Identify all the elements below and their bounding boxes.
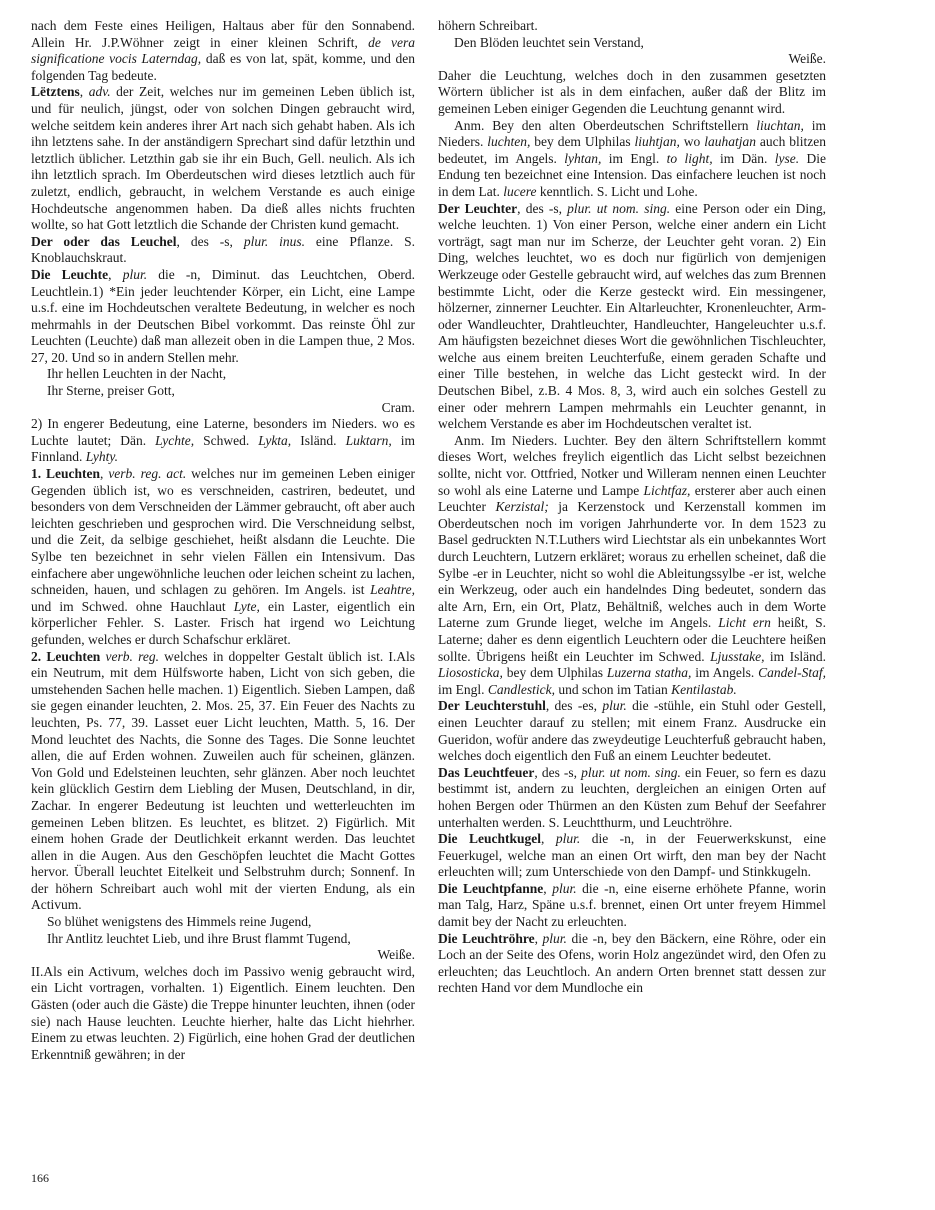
verse-attribution: Cram.	[381, 399, 415, 415]
text-run: , des -es,	[545, 698, 603, 714]
annotation-paragraph	[438, 118, 826, 201]
right-column	[438, 18, 826, 997]
text-run: im Dän.	[712, 150, 775, 166]
text-run: , des -s,	[176, 233, 244, 249]
italic-term: Liososticka,	[438, 665, 503, 681]
text-run: im Engl.	[438, 681, 488, 697]
text-run: eine Pflanze. S. Knoblauchskraut.	[31, 233, 415, 266]
text-run: ,	[108, 266, 123, 282]
headword: 2. Leuchten	[31, 648, 101, 664]
verse-line: Ihr Sterne, preiser Gott,	[47, 383, 175, 399]
italic-term: Lykta,	[258, 432, 292, 448]
entry-paragraph	[31, 234, 415, 267]
headword: Der Leuchterstuhl	[438, 698, 546, 714]
entry-paragraph	[31, 466, 415, 649]
text-run: Anm. Im Nieders. Luchter. Bey den ältern Schriftstellern kommt dieses Wort, welches freylich eigentlich das Licht selbst bezeichnen sollte, nicht vor. Ottfried, Notker und Willeram nennen einen Leuchter so wohl als eine Laterne und Lampe	[438, 432, 826, 498]
italic-term: liuchtan,	[756, 117, 804, 133]
text-run: ein Feuer, so fern es dazu bestimmt ist, andern zu leuchten, dergleichen an einigen Orten auf hohen Bergen oder Thürmen an den Küsten zum Behuf der Seefahrer unterhalten werden. S. Leuchtthurm, und Leuchtröhre.	[438, 764, 827, 830]
text-run: eine Person oder ein Ding, welche leuchten. 1) Von einer Person, welche einer andern ein Licht vorträgt, sagt man nur im Scherze, der Leuchter geht voran. 2) Ein Ding, welches leuchtet, wo es doch nur figürlich von demjenigen Werkzeuge oder Gestelle gebraucht wird, auf welches das zum Brennen bestimmte Licht, oder die Kerze gesteckt wird. Ein messingener, hölzerner, zinnerner Leuchter. Ein Altarleuchter, Kronenleuchter, Arm- oder Wandleuchter, Drahtleuchter, Handleuchter, Hangeleuchter u.s.f. Am häufigsten bezeichnet dieses Wort die gewöhnlichen Tischleuchter, welche aus einem breiten Leuchterfuße, einem geraden Schafte und einer Tille bestehen, in welche das Licht gesteckt wird. In der Deutschen Bibel, z.B. 4 Mos. 8, 3, wird auch ein solches Gestell zu einer oder mehrern Lampen mehrmahls ein Leuchter genannt, in welchem Verstande es aber im Hochdeutschen veraltet ist.	[438, 200, 827, 432]
text-run: auch blitzen bedeutet, im Angels.	[438, 134, 826, 166]
entry-paragraph	[438, 881, 826, 931]
text-run: ,	[100, 466, 109, 482]
italic-term: Ljusstake,	[710, 648, 765, 664]
headword: Die Leuchte	[31, 266, 109, 282]
verse-attribution: Weiße.	[788, 51, 826, 67]
text-run: im Finnland.	[31, 432, 415, 465]
text-run: Isländ.	[291, 432, 346, 448]
headword: 1. Leuchten	[31, 466, 101, 482]
text-run: ,	[543, 880, 553, 896]
text-run: welches nur im gemeinen Leben einiger Gegenden üblich ist, wo es verschneiden, castriren, bedeutet, und besonders von dem Verschneiden der Lämmer gebraucht, oft aber auch leichten geschrieben und gesprochen wird. Die Verschneidung selbst, und die Zeit, da selbige geschiehet, heißt alsdann die Leuchte. Die Sylbe ten bezeichnet in sehr vielen Fällen ein Intensivum. Das einfachere aber ungewöhnliche leuchen oder leichen scheint zu lachen, schneiden, hauen, und schlagen zu gehören. Im Angels. ist	[31, 466, 416, 598]
entry-paragraph	[438, 68, 826, 118]
italic-term: plur.	[552, 880, 577, 896]
text-run: die -stühle, ein Stuhl oder Gestell, einen Leuchter darauf zu stellen; mit einem Franz. Ausdrucke ein Gueridon, wofür andere das zweydeutige Leuchterfuß gebraucht haben, welches doch eigentlich den Fuß an einem Leuchter bedeutet.	[438, 698, 826, 764]
italic-term: luchten,	[487, 134, 531, 150]
entry-paragraph	[438, 765, 826, 831]
italic-term: plur. inus.	[243, 233, 305, 249]
headword: Die Leuchtpfanne	[438, 880, 544, 896]
text-run: Daher die Leuchtung, welches doch in den zusammen gesetzten Wörtern üblicher ist als in dem einfachen, außer daß der Blitz im gemeinen Leben einiger Gegenden die Leuchtung genannt wird.	[438, 67, 826, 116]
text-run: kenntlich. S. Licht und Lohe.	[536, 183, 698, 199]
italic-term: verb. reg.	[105, 648, 159, 664]
italic-term: Candel-Staf,	[758, 665, 826, 681]
text-run: , des -s,	[517, 200, 568, 216]
text-run: im Isländ.	[764, 648, 827, 664]
headword: Die Leuchtröhre	[438, 930, 535, 946]
entry-paragraph	[31, 267, 415, 367]
italic-term: Candlestick,	[487, 681, 555, 697]
italic-term: to light,	[666, 150, 713, 166]
verse-attribution: Weiße.	[377, 947, 415, 963]
italic-term: de vera significatione vocis Laterndag,	[31, 34, 415, 67]
text-run: Anm. Bey den alten Oberdeutschen Schriftstellern	[454, 117, 757, 133]
text-run: 2) In engerer Bedeutung, eine Laterne, besonders im Nieders. wo es Luchte lautet; Dän.	[31, 416, 415, 448]
headword: Der Leuchter	[438, 200, 518, 216]
text-run: die -n, Diminut. das Leuchtchen, Oberd. Leuchtlein.1) *Ein jeder leuchtender Körper, ein Licht, eine Lampe u.s.f. eine im Hochdeutschen veraltete Bedeutung, in welcher es noch mehrmahls in der Deutschen Bibel vorkommt. Das reinste Öhl zur Leuchten (Leuchte) daß man allezeit oben in die Lampen thue, 2 Mos. 27, 20. Und so in andern Stellen mehr.	[31, 266, 416, 365]
left-column	[31, 18, 415, 1063]
italic-term: verb. reg. act.	[108, 466, 187, 482]
entry-paragraph	[31, 416, 415, 466]
text-run: ,	[79, 84, 89, 100]
text-run: und schon im Tatian	[555, 681, 672, 697]
italic-term: lauhatjan	[704, 134, 756, 150]
entry-paragraph	[31, 649, 415, 915]
italic-term: Lychte,	[155, 432, 195, 448]
italic-term: lyhtan,	[564, 150, 602, 166]
italic-term: Kentilastab.	[671, 681, 737, 697]
headword: Die Leuchtkugel	[438, 831, 541, 847]
italic-term: Licht ern	[718, 615, 771, 631]
italic-term: Luktarn,	[345, 432, 392, 448]
italic-term: Lyte,	[233, 598, 260, 614]
headword: Der oder das Leuchel	[31, 233, 177, 249]
text-run: nach dem Feste eines Heiligen, Haltaus aber für den Sonnabend. Allein Hr. J.P.Wöhner zeigt in einer kleinen Schrift,	[31, 18, 415, 50]
text-run: ersterer aber auch einen Leuchter	[438, 482, 827, 515]
text-run: ,	[540, 831, 556, 847]
verse-line: Den Blöden leuchtet sein Verstand,	[454, 34, 644, 50]
text-run: bey dem Ulphilas	[530, 134, 635, 150]
italic-term: plur.	[122, 266, 148, 282]
headword: Lëtztens	[31, 84, 80, 100]
italic-term: liuhtjan,	[634, 134, 680, 150]
text-run: die -n, in der Feuerwerkskunst, eine Feuerkugel, welche man an einen Ort wirft, den man bey der Nacht erleuchten will; zum Unterschiede von den Dampf- und Stinkkugeln.	[438, 831, 827, 880]
text-run: die -n, eine eiserne erhöhete Pfanne, worin man Talg, Harz, Späne u.s.f. brennet, einen Ort unter freyem Himmel damit bey der Nacht zu erleuchten.	[438, 880, 827, 930]
text-run: im Angels.	[691, 665, 759, 681]
italic-term: plur. ut nom. sing.	[581, 764, 681, 780]
italic-term: Lichtfaz,	[643, 482, 691, 498]
text-run: der Zeit, welches nur im gemeinen Leben üblich ist, und für neulich, jüngst, oder von solchen Dingen gebraucht wird, welche seitdem kein anderes ihrer Art nach sich gehabt haben. Als ich ihn letztens sahe. In der anständigern Sprechart sind dafür letzthin und letztlich üblicher. Letzthin gab sie ihr ein Buch, Gell. neulich. Als ich ihn letztlich sprach. Im Oberdeutschen wird dieses letztlich auch für zuletzt, endlich, gebraucht, in welchem Verstande es auch einige Hochdeutsche angenommen haben. Da dieß alles nichts fruchten wollte, so hat Gott letztlich die Schande der Christen kund gemacht.	[31, 84, 415, 233]
text-run: Die Endung ten bezeichnet eine Intension. Das einfachere leuchen ist noch in dem Lat.	[438, 150, 827, 199]
italic-term: Kerzistal;	[495, 499, 549, 515]
entry-paragraph	[438, 698, 826, 764]
entry-paragraph	[438, 18, 826, 35]
italic-term: plur.	[602, 698, 627, 714]
verse-line: So blühet wenigstens des Himmels reine Jugend,	[47, 914, 312, 930]
text-run: ,	[534, 930, 543, 946]
italic-term: plur.	[542, 930, 567, 946]
italic-term: Luzerna statha,	[606, 665, 692, 681]
italic-term: lucere	[503, 183, 537, 199]
verse-line: Ihr hellen Leuchten in der Nacht,	[47, 366, 227, 382]
text-run: ja Kerzenstock und Kerzenstall kommen im Oberdeutschen noch im vorigen Jahrhunderte vor. In dem 1523 zu Basel gedruckten N.T.Luthers wird Liechtstar als ein unbekanntes Wort durch Leuchtern, Lutzern erkläret; woraus zu erhellen scheinet, daß die Sylbe -er in Leuchter, nicht so wohl die Ableitungssylbe -er ist, welche ein Werkzeug, oder auch ein handelndes Ding bedeutet, sondern das alte Arn, Ern, ein Ort, Platz, Behältniß, welches auch in dem Worte Laterne zum Grunde lieget, welche im Angels.	[438, 499, 826, 631]
page-number: 166	[31, 1171, 49, 1185]
entry-paragraph	[31, 964, 415, 1064]
text-run: heißt, S. Laterne; daher es denn eigentlich Leuchtern oder die Leuchtere heißen sollte. Übrigens heißt ein Leuchter im Schwed.	[438, 615, 826, 664]
text-run: höhern Schreibart.	[438, 18, 538, 33]
annotation-paragraph	[438, 433, 826, 699]
text-run: II.Als ein Activum, welches doch im Passivo wenig gebraucht wird, ein Licht vortragen, vorhalten. 1) Eigentlich. Einem leuchten. Den Gästen (oder auch die Gäste) die Treppe hinunter leuchten, ihnen (oder sie) nach Hause leuchten. Leuchte hierher, halte das Licht hiehrher. Einem zu etwas leuchten. 2) Figürlich, eine hohen Grad der deutlichen Erkenntniß gewähren; in der	[31, 963, 415, 1062]
text-run: wo	[679, 134, 705, 150]
text-run: bey dem Ulphilas	[502, 665, 607, 681]
verse-line: Ihr Antlitz leuchtet Lieb, und ihre Brust flammt Tugend,	[47, 930, 351, 946]
italic-term: plur.	[555, 831, 581, 847]
italic-term: plur. ut nom. sing.	[567, 200, 671, 216]
italic-term: lyse.	[774, 150, 800, 166]
text-run: , des -s,	[534, 764, 582, 780]
text-run: ein Laster, eigentlich ein körperlicher Fehler. S. Laster. Frisch hat irgend wo Leichtung gefunden, welches er durch Schafschur erkläret.	[31, 598, 415, 647]
entry-paragraph	[438, 201, 826, 433]
text-run: im Nieders.	[438, 117, 826, 150]
entry-paragraph	[438, 831, 826, 881]
text-run: Schwed.	[194, 432, 259, 448]
entry-paragraph	[31, 18, 415, 84]
entry-paragraph	[31, 84, 415, 233]
entry-paragraph	[438, 931, 826, 997]
text-run: und im Schwed. ohne Hauchlaut	[31, 598, 234, 614]
headword: Das Leuchtfeuer	[438, 764, 535, 780]
text-run: im Engl.	[601, 150, 667, 166]
italic-term: Lyhty.	[85, 449, 118, 465]
italic-term: adv.	[88, 84, 111, 100]
text-run: daß es von lat, spät, komme, und den folgenden Tag bedeute.	[31, 51, 415, 83]
text-run: die -n, bey den Bäckern, eine Röhre, oder ein Loch an der Seite des Ofens, worin Holz angezündet wird, den Ofen zu erleuchten; das Leuchtloch. An andern Orten brennet statt dessen zur rechten Hand vor dem Mundloche ein	[438, 930, 827, 996]
text-run: welches in doppelter Gestalt üblich ist. I.Als ein Neutrum, mit dem Hülfsworte haben, Licht von sich geben, die umstehenden Sachen helle machen. 1) Eigentlich. Sieben Lampen, daß sie gegen einander leuchten, 2. Mos. 25, 37. Ein Feuer des Nachts zu leuchten, Ps. 77, 39. Lasset euer Licht leuchten, Matth. 5, 16. Der Mond leuchtet des Nachts, die Sonne des Tages. Die Sonne leuchtet allen, die auf Erden wohnen. Zuweilen auch für scheinen, glänzen. Von Gold und Edelsteinen leuchten, sehr glänzen. Aber noch leuchtet kein glücklich Gestirn dem Liebling der Musen, Deutschland, in dir, Zachar. In engerer Bedeutung ist leuchten und wetterleuchten im gemeinen Leben blitzen. Es leuchtet, es blitzet. 2) Figürlich. Mit einem hohen Grade der Deutlichkeit erkannt werden. Das leuchtet allen in die Augen. Aus den Geschöpfen leuchtet die Macht Gottes hervor. Überall leuchtet Eitelkeit und Selbstruhm durch; Sonnenf. In der höhern Schreibart auch wohl mit der vierten Endung, als ein Activum.	[31, 648, 416, 913]
italic-term: Leahtre,	[370, 582, 415, 598]
